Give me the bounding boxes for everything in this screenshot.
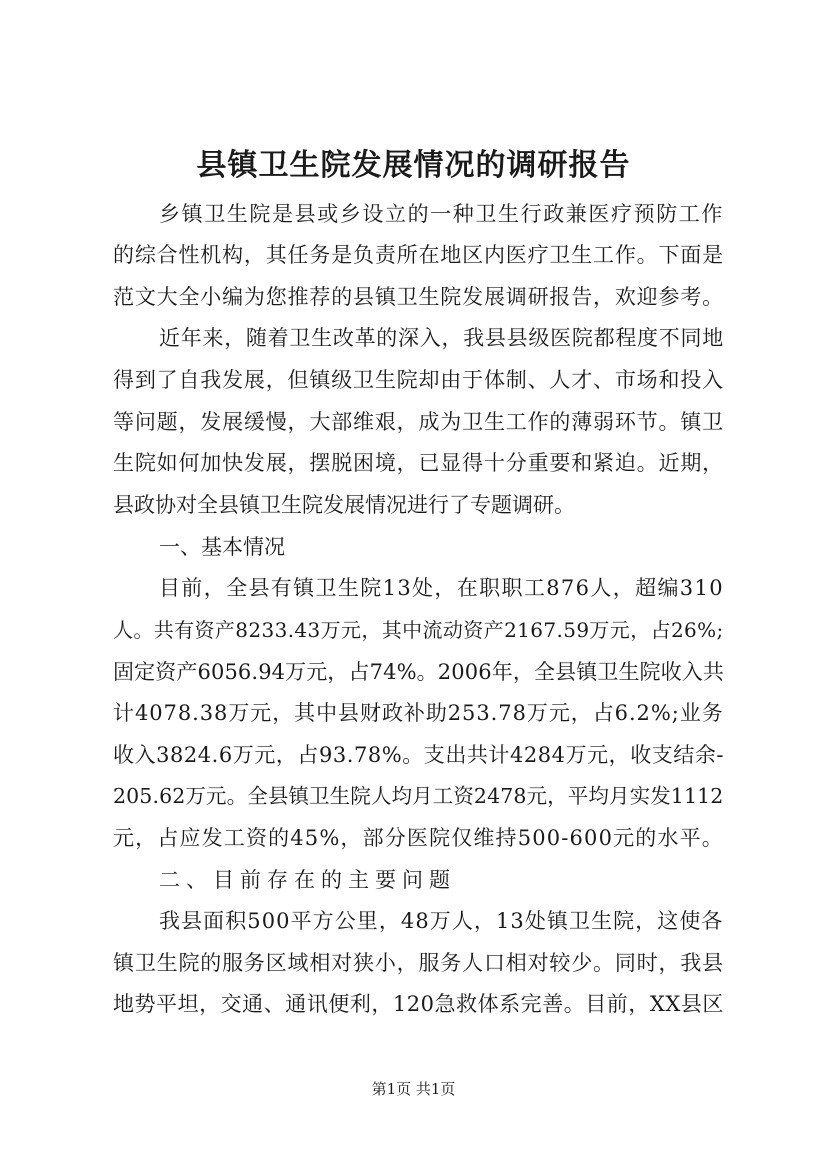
text-line: 地势平坦，交通、通讯便利，120急救体系完善。目前，XX县区 (113, 992, 724, 1016)
text-line: 近年来，随着卫生改革的深入，我县县级医院都程度不同地 (159, 326, 724, 350)
text-line: 范文大全小编为您推荐的县镇卫生院发展调研报告，欢迎参考。 (113, 285, 724, 309)
text-line: 收入3824.6万元，占93.78%。支出共计4284万元，收支结余- (113, 743, 724, 767)
text-line: 生院如何加快发展，摆脱困境，已显得十分重要和紧迫。近期， (113, 451, 724, 475)
text-line: 我县面积500平方公里，48万人，13处镇卫生院，这使各 (159, 909, 724, 933)
text-line: 的综合性机构，其任务是负责所在地区内医疗卫生工作。下面是 (113, 243, 724, 267)
text-line: 镇卫生院的服务区域相对狭小，服务人口相对较少。同时，我县 (113, 951, 724, 975)
document-title: 县镇卫生院发展情况的调研报告 (196, 148, 631, 183)
text-line: 人。共有资产8233.43万元，其中流动资产2167.59万元，占26%; (113, 618, 724, 642)
text-line: 得到了自我发展，但镇级卫生院却由于体制、人才、市场和投入 (113, 368, 724, 392)
text-line: 固定资产6056.94万元，占74%。2006年，全县镇卫生院收入共 (113, 660, 725, 684)
page-number: 第1页 共1页 (371, 1080, 456, 1098)
section-heading: 一、基本情况 (159, 535, 285, 559)
text-line: 元，占应发工资的45%，部分医院仅维持500-600元的水平。 (113, 826, 724, 850)
text-line: 计4078.38万元，其中县财政补助253.78万元，占6.2%;业务 (113, 701, 724, 725)
text-line: 乡镇卫生院是县或乡设立的一种卫生行政兼医疗预防工作 (159, 202, 724, 226)
text-line: 目前，全县有镇卫生院13处，在职职工876人，超编310 (159, 576, 724, 600)
section-heading: 二、目前存在的主要问题 (159, 868, 456, 892)
text-line: 等问题，发展缓慢，大部维艰，成为卫生工作的薄弱环节。镇卫 (113, 410, 724, 434)
text-line: 县政协对全县镇卫生院发展情况进行了专题调研。 (113, 493, 575, 517)
text-line: 205.62万元。全县镇卫生院人均月工资2478元，平均月实发1112 (113, 784, 724, 808)
